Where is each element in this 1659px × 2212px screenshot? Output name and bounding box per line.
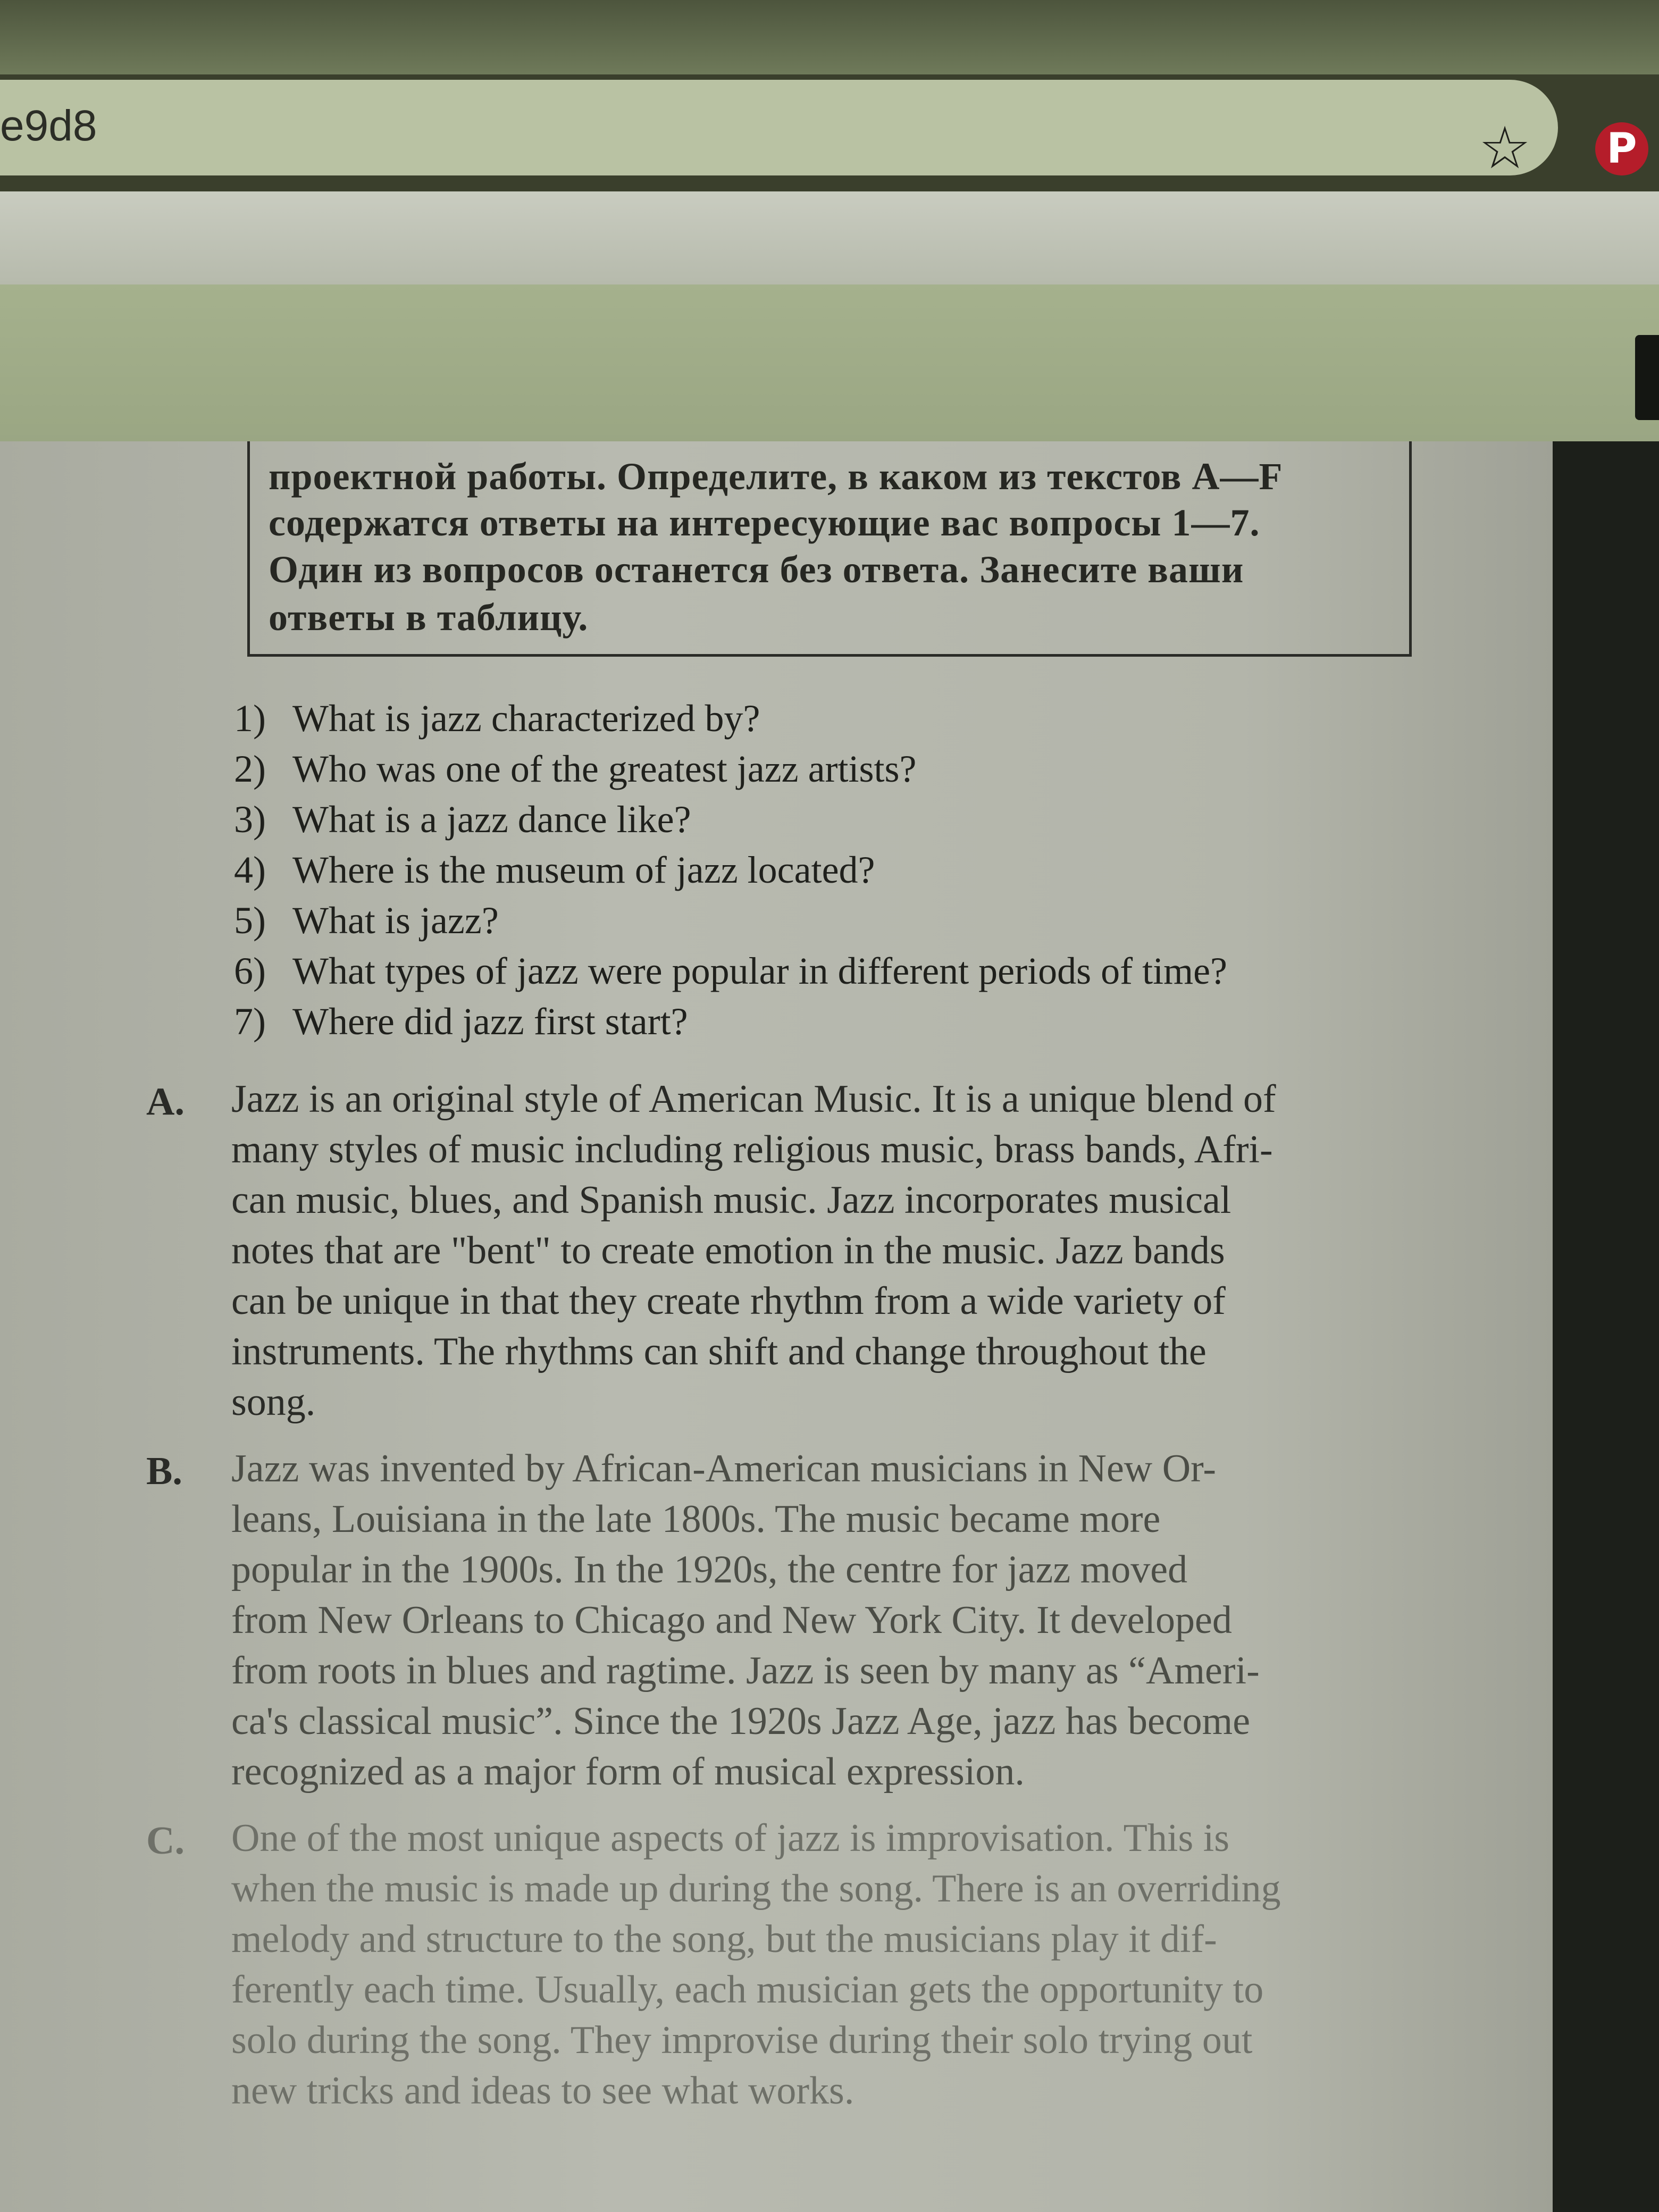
question-item bbox=[234, 1000, 688, 1044]
question-text: Who was one of the greatest jazz artists? bbox=[292, 748, 917, 790]
question-number: 2) bbox=[234, 748, 266, 790]
question-item bbox=[234, 899, 499, 943]
paragraph-line: song. bbox=[231, 1380, 316, 1424]
question-text: Where did jazz first start? bbox=[292, 1000, 688, 1043]
window-top-strip bbox=[0, 0, 1659, 74]
pinterest-icon[interactable]: P bbox=[1595, 122, 1648, 175]
scrollbar-handle[interactable] bbox=[1635, 335, 1659, 420]
paragraph-line: new tricks and ideas to see what works. bbox=[231, 2069, 854, 2113]
paragraph-line: popular in the 1900s. In the 1920s, the centre for jazz moved bbox=[231, 1548, 1188, 1591]
paragraph-letter: C. bbox=[146, 1819, 185, 1863]
question-text: What is jazz characterized by? bbox=[292, 697, 760, 740]
paragraph-line: One of the most unique aspects of jazz is improvisation. This is bbox=[231, 1816, 1230, 1860]
question-text: What types of jazz were popular in different periods of time? bbox=[292, 950, 1227, 992]
paragraph-line: melody and structure to the song, but the musicians play it dif- bbox=[231, 1917, 1217, 1961]
paragraph-line: Jazz was invented by African-American musicians in New Or- bbox=[231, 1447, 1216, 1490]
question-text: What is jazz? bbox=[292, 899, 499, 942]
toolbar-band bbox=[0, 191, 1659, 284]
paragraph-line: from New Orleans to Chicago and New York City. It developed bbox=[231, 1598, 1232, 1642]
question-number: 5) bbox=[234, 899, 266, 942]
address-bar[interactable] bbox=[0, 80, 1558, 175]
paragraph-line: can music, blues, and Spanish music. Jazz incorporates musical bbox=[231, 1178, 1231, 1222]
question-text: What is a jazz dance like? bbox=[292, 798, 691, 841]
paragraph-letter: A. bbox=[146, 1080, 185, 1124]
task-line: ответы в таблицу. bbox=[269, 596, 589, 639]
question-item bbox=[234, 747, 917, 791]
question-text: Where is the museum of jazz located? bbox=[292, 849, 875, 891]
paragraph-line: many styles of music including religious music, brass bands, Afri- bbox=[231, 1128, 1273, 1171]
paragraph-line: solo during the song. They improvise during their solo trying out bbox=[231, 2018, 1253, 2062]
page-header-band bbox=[0, 284, 1659, 444]
question-item bbox=[234, 697, 760, 741]
bookmark-star-icon[interactable]: ☆ bbox=[1478, 114, 1531, 182]
paragraph-line: ca's classical music”. Since the 1920s Jazz Age, jazz has become bbox=[231, 1699, 1251, 1743]
paragraph-letter: B. bbox=[146, 1449, 182, 1493]
paragraph-line: recognized as a major form of musical expression. bbox=[231, 1750, 1025, 1794]
question-number: 7) bbox=[234, 1000, 266, 1043]
question-item bbox=[234, 949, 1227, 993]
task-line: содержатся ответы на интересующие вас вопросы 1—7. bbox=[269, 501, 1260, 544]
question-number: 1) bbox=[234, 697, 266, 740]
page-content bbox=[0, 441, 1553, 2212]
paragraph-line: leans, Louisiana in the late 1800s. The music became more bbox=[231, 1497, 1161, 1541]
question-number: 3) bbox=[234, 798, 266, 841]
paragraph-line: can be unique in that they create rhythm from a wide variety of bbox=[231, 1279, 1226, 1323]
paragraph-line: notes that are "bent" to create emotion in the music. Jazz bands bbox=[231, 1229, 1225, 1272]
question-number: 6) bbox=[234, 950, 266, 992]
task-line: проектной работы. Определите, в каком из текстов A—F bbox=[269, 455, 1283, 498]
question-item bbox=[234, 798, 691, 842]
url-text[interactable]: e9d8 bbox=[0, 102, 97, 150]
paragraph-line: when the music is made up during the song. There is an overriding bbox=[231, 1867, 1281, 1911]
paragraph-line: instruments. The rhythms can shift and change throughout the bbox=[231, 1330, 1206, 1373]
question-number: 4) bbox=[234, 849, 266, 891]
paragraph-line: ferently each time. Usually, each musician gets the opportunity to bbox=[231, 1968, 1264, 2012]
paragraph-line: Jazz is an original style of American Music. It is a unique blend of bbox=[231, 1077, 1276, 1121]
paragraph-line: from roots in blues and ragtime. Jazz is seen by many as “Ameri- bbox=[231, 1649, 1260, 1692]
question-item bbox=[234, 848, 875, 892]
task-line: Один из вопросов останется без ответа. Занесите ваши bbox=[269, 548, 1244, 591]
